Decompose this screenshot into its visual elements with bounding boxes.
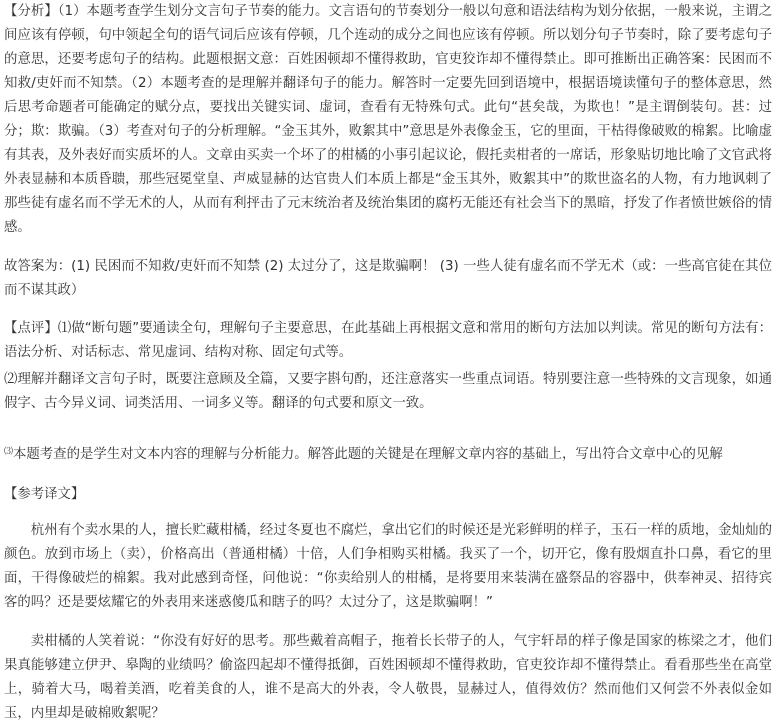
translation-paragraph-2: 卖柑橘的人笑着说：“你没有好好的思考。那些戴着高帽子，拖着长长带子的人，气宇轩昂的样子像是国家的栋梁之才，他们果真能够建立伊尹、皋陶的业绩吗？偷盗四起却不懂得抵御，百姓困顿却不懂得救助，官吏狡诈却不懂得禁止。看看那些坐在高堂上，骑着大马，喝着美酒，吃着美食的人，谁不是高大的外表，令人敬畏，显赫过人，值得效仿？然而他们又何尝不外表似金如玉，内里却是破棉败絮呢？	[4, 634, 772, 721]
translation-paragraph-1: 杭州有个卖水果的人，擅长贮藏柑橘，经过冬夏也不腐烂，拿出它们的时候还是光彩鲜明的样子，玉石一样的质地，金灿灿的颜色。放到市场上（卖），价格高出（普通柑橘）十倍，人们争相购买柑橘。我买了一个，切开它，像有股烟直扑口鼻，看它的里面，干得像破烂的棉絮。我对此感到奇怪，问他说：“你卖给别人的柑橘，是将要用来装满在盛祭品的容器中，供奉神灵、招待宾客的吗？还是要炫耀它的外表用来迷惑傻瓜和瞎子的吗？太过分了，这是欺骗啊！”	[4, 523, 772, 610]
comment-3-text: 本题考查的是学生对文本内容的理解与分析能力。解答此题的关键是在理解文章内容的基础上，写出符合文章中心的见解	[13, 447, 723, 462]
comment-paragraph-3	[4, 440, 772, 467]
reference-heading: 【参考译文】	[4, 487, 85, 502]
comment-paragraph-1: 【点评】⑴做“断句题”要通读全句，理解句子主要意思，在此基础上再根据文意和常用的断句方法加以判读。常见的断句方法有：语法分析、对话标志、常见虚词、结构对称、固定句式等。	[4, 321, 772, 360]
answer-paragraph: 故答案为：(1) 民困而不知救/吏奸而不知禁 (2) 太过分了，这是欺骗啊！ (3) 一些人徒有虚名而不学无术（或：一些高官徒在其位而不谋其政）	[4, 259, 772, 298]
comment-3-number: ⑶	[4, 447, 14, 457]
analysis-paragraph: 【分析】（1）本题考查学生划分文言句子节奏的能力。文言语句的节奏划分一般以句意和语法结构为划分依据，一般来说，主谓之间应该有停顿，句中领起全句的语气词后应该有停顿，几个连动的成分之间也应该有停顿。所以划分句子节奏时，除了要考虑句子的意思，还要考虑句子的结构。此题根据文意：百姓困顿却不懂得救助，官吏狡诈却不懂得禁止。即可推断出正确答案：民困而不知救/吏奸而不知禁。（2）本题考查的是理解并翻译句子的能力。解答时一定要先回到语境中，根据语境读懂句子的整体意思，然后思考命题者可能确定的赋分点，要找出关键实词、虚词，查看有无特殊句式。此句“甚矣哉，为欺也！”是主谓倒装句。甚：过分；欺：欺骗。（3）考查对句子的分析理解。“金玉其外，败絮其中”意思是外表像金玉，它的里面，干枯得像破败的棉絮。比喻虚有其表，及外表好而实质坏的人。文章由买卖一个坏了的柑橘的小事引起议论，假托卖柑者的一席话，形象贴切地比喻了文官武将外表显赫和本质昏聩，那些冠冕堂皇、声威显赫的达官贵人们本质上都是“金玉其外，败絮其中”的欺世盗名的人物，有力地讽刺了那些徒有虚名而不学无术的人，从而有利抨击了元末统治者及统治集团的腐朽无能还有社会当下的黑暗，抒发了作者愤世嫉俗的情感。	[4, 4, 772, 235]
comment-paragraph-2: ⑵理解并翻译文言句子时，既要注意顾及全篇，又要字斟句酌，还注意落实一些重点词语。特别要注意一些特殊的文言现象，如通假字、古今异义词、词类活用、一词多义等。翻译的句式要和原文一致。	[4, 372, 772, 411]
